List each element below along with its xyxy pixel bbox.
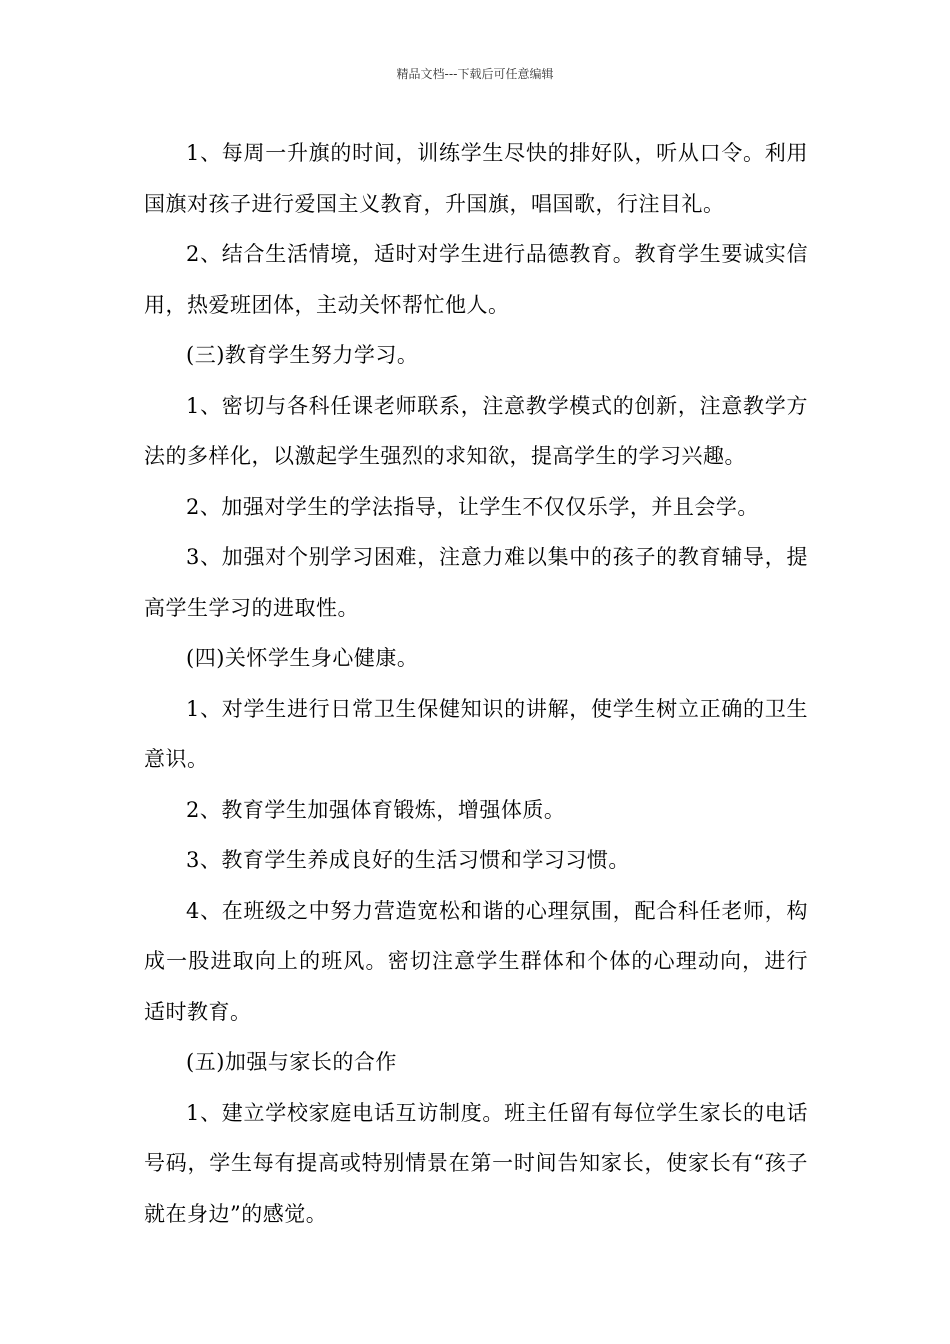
section-heading: (五)加强与家长的合作 [186,1050,397,1074]
paragraph: 1、对学生进行日常卫生保健知识的讲解，使学生树立正确的卫生意识。 [144,696,808,771]
paragraph: 1、建立学校家庭电话互访制度。班主任留有每位学生家长的电话号码，学生每有提高或特别情景在第一时间告知家长，使家长有“孩子就在身边”的感觉。 [144,1100,808,1226]
section-heading: (三)教育学生努力学习。 [186,343,419,367]
paragraph: 2、加强对学生的学法指导，让学生不仅仅乐学，并且会学。 [186,494,759,519]
paragraph: 2、结合生活情境，适时对学生进行品德教育。教育学生要诚实信用，热爱班团体，主动关怀帮忙他人。 [144,242,808,317]
section-heading: (四)关怀学生身心健康。 [186,646,419,670]
page-header: 精品文档---下载后可任意编辑 [396,67,554,81]
paragraph: 3、加强对个别学习困难，注意力难以集中的孩子的教育辅导，提高学生学习的进取性。 [144,545,808,620]
paragraph: 1、每周一升旗的时间，训练学生尽快的排好队，听从口令。利用国旗对孩子进行爱国主义教育，升国旗，唱国歌，行注目礼。 [144,141,808,216]
paragraph: 4、在班级之中努力营造宽松和谐的心理氛围，配合科任老师，构成一股进取向上的班风。密切注意学生群体和个体的心理动向，进行适时教育。 [144,898,808,1024]
paragraph: 1、密切与各科任课老师联系，注意教学模式的创新，注意教学方法的多样化，以激起学生强烈的求知欲，提高学生的学习兴趣。 [144,393,808,468]
paragraph: 2、教育学生加强体育锻炼，增强体质。 [186,797,566,822]
document-body [144,128,808,1239]
paragraph: 3、教育学生养成良好的生活习惯和学习习惯。 [186,848,630,872]
